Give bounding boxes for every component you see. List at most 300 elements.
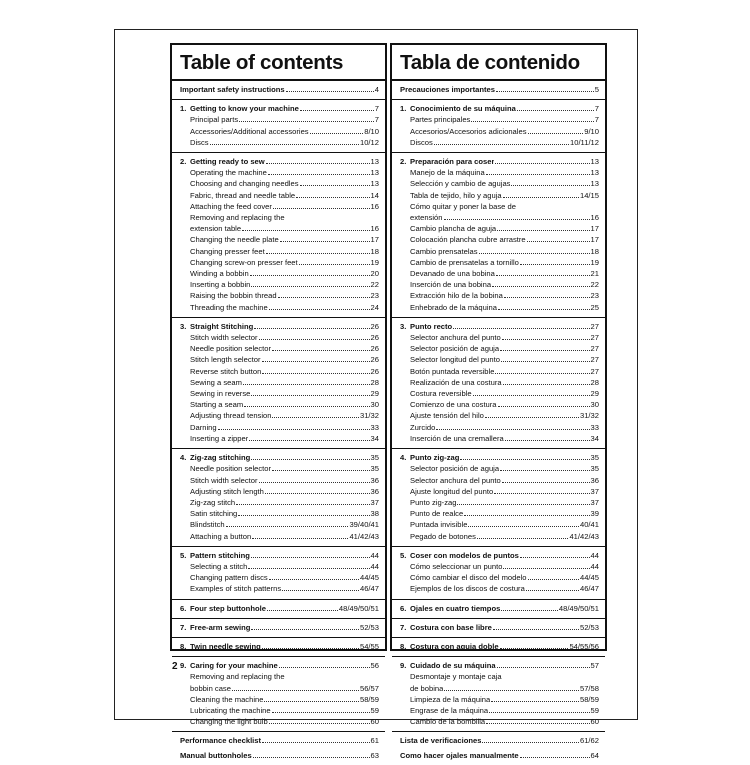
toc-entry xyxy=(400,410,599,421)
toc-entry-page: 26 xyxy=(370,333,379,343)
leader-dots xyxy=(296,190,369,198)
leader-dots xyxy=(252,531,348,539)
toc-section-heading xyxy=(400,660,599,671)
leader-dots xyxy=(244,399,369,407)
toc-entry-page: 27 xyxy=(590,344,599,354)
leader-dots xyxy=(492,279,589,287)
toc-entry-label: Colocación plancha cubre arrastre xyxy=(410,235,526,245)
leader-dots xyxy=(520,257,590,265)
toc-section-label: Zig-zag stitching xyxy=(190,453,251,463)
toc-entry-label: Costura reversible xyxy=(410,389,472,399)
toc-entry xyxy=(400,377,599,388)
toc-entry-label: Attaching a button xyxy=(190,531,252,541)
toc-section xyxy=(392,448,605,546)
toc-entry-label: Removing and replacing the xyxy=(190,213,285,223)
toc-entry xyxy=(180,750,379,761)
toc-entry-label: Cómo cambiar el disco del modelo xyxy=(410,573,527,583)
leader-dots xyxy=(268,167,370,175)
toc-entry xyxy=(180,671,379,682)
leader-dots xyxy=(453,321,589,329)
toc-entry-label: Changing screw-on presser feet xyxy=(190,257,298,267)
toc-entry-page: 46/47 xyxy=(579,584,599,594)
toc-entry-label: Extracción hilo de la bobina xyxy=(410,291,503,301)
toc-section-number: 2. xyxy=(400,157,407,167)
toc-entry-label: extensión xyxy=(410,213,443,223)
toc-entry-label: Manejo de la máquina xyxy=(410,168,485,178)
toc-entry xyxy=(400,716,599,727)
toc-entry-label: Cambio de la bombilla xyxy=(410,717,486,727)
toc-entry xyxy=(400,705,599,716)
leader-dots xyxy=(273,201,370,209)
toc-section-heading xyxy=(400,452,599,463)
toc-entry-page: 34 xyxy=(370,433,379,443)
toc-entry-label: Punto zig-zag xyxy=(410,497,457,507)
toc-entry xyxy=(180,223,379,234)
leader-dots xyxy=(493,622,579,630)
toc-section-label: Performance checklist xyxy=(180,736,262,746)
leader-dots xyxy=(259,475,370,483)
leader-dots xyxy=(503,561,589,569)
toc-entry-page: 59 xyxy=(590,705,599,715)
toc-entry-page: 36 xyxy=(370,486,379,496)
leader-dots xyxy=(210,137,359,145)
leader-dots xyxy=(262,366,369,374)
leader-dots xyxy=(238,508,369,516)
toc-entry-label: Changing presser feet xyxy=(190,246,265,256)
toc-entry-label: Important safety instructions xyxy=(180,85,285,94)
toc-section-heading xyxy=(400,156,599,167)
toc-section-page: 54/55/56 xyxy=(569,641,599,651)
toc-entry-page: 60 xyxy=(370,717,379,727)
leader-dots xyxy=(479,246,590,254)
leader-dots xyxy=(486,716,589,724)
toc-sections xyxy=(180,99,379,765)
toc-entry xyxy=(400,167,599,178)
toc-section-number: 2. xyxy=(180,157,187,167)
leader-dots xyxy=(434,137,569,145)
toc-entry xyxy=(180,126,379,137)
toc-section-page: 35 xyxy=(590,453,599,463)
toc-entry xyxy=(180,201,379,212)
toc-entry-page: 37 xyxy=(590,497,599,507)
toc-entry xyxy=(400,433,599,444)
leader-dots xyxy=(300,103,374,111)
toc-entry-page: 13 xyxy=(370,179,379,189)
leader-dots xyxy=(236,497,369,505)
leader-dots xyxy=(457,497,589,505)
toc-section-label: Costura con base libre xyxy=(410,622,492,632)
toc-entry-label: extension table xyxy=(190,224,242,234)
toc-section-heading xyxy=(400,603,599,614)
toc-entry xyxy=(180,343,379,354)
leader-dots xyxy=(278,290,370,298)
toc-entry xyxy=(400,508,599,519)
leader-dots xyxy=(299,257,370,265)
toc-section-label: Getting ready to sew xyxy=(190,157,265,167)
toc-entry xyxy=(400,486,599,497)
toc-entry-page: 14/15 xyxy=(579,190,599,200)
toc-section-page: 48/49/50/51 xyxy=(338,603,379,613)
leader-dots xyxy=(504,290,590,298)
toc-entry-page: 10/12 xyxy=(359,137,379,147)
toc-section-page: 61 xyxy=(370,736,379,746)
toc-entry-label: Pegado de botones xyxy=(410,531,476,541)
toc-entry xyxy=(180,290,379,301)
toc-entry xyxy=(400,178,599,189)
toc-section-number: 9. xyxy=(400,661,407,671)
toc-section-label: Preparación para coser xyxy=(410,157,495,167)
leader-dots xyxy=(264,694,359,702)
toc-section-number: 5. xyxy=(400,550,407,560)
toc-entry-label: Stitch width selector xyxy=(190,333,258,343)
toc-entry xyxy=(400,114,599,125)
toc-entry-label: Como hacer ojales manualmente xyxy=(400,750,519,760)
toc-entry-label: bobbin case xyxy=(190,683,231,693)
leader-dots xyxy=(511,178,589,186)
toc-section-label: Ojales en cuatro tiempos xyxy=(410,603,501,613)
toc-section-label: Pattern stitching xyxy=(190,550,250,560)
toc-entry xyxy=(400,422,599,433)
toc-entry-label: Ejemplos de los discos de costura xyxy=(410,584,525,594)
leader-dots xyxy=(251,388,369,396)
toc-section-number: 7. xyxy=(180,622,187,632)
leader-dots xyxy=(489,705,589,713)
toc-entry-label: Selector anchura del punto xyxy=(410,475,501,485)
toc-entry xyxy=(180,178,379,189)
toc-section-page: 57 xyxy=(590,661,599,671)
toc-entry-page: 17 xyxy=(590,235,599,245)
toc-entry-page: 26 xyxy=(370,355,379,365)
toc-entry xyxy=(180,114,379,125)
toc-entry-page: 39 xyxy=(590,509,599,519)
toc-entry-label: Precauciones importantes xyxy=(400,85,495,94)
leader-dots xyxy=(254,321,369,329)
toc-entry-page: 46/47 xyxy=(359,584,379,594)
leader-dots xyxy=(520,750,590,758)
toc-section-page: 54/55 xyxy=(359,641,379,651)
leader-dots xyxy=(272,463,369,471)
leader-dots xyxy=(249,433,369,441)
leader-dots xyxy=(232,683,359,691)
toc-section-label: Cuidado de su máquina xyxy=(410,661,496,671)
toc-entry-page: 10/11/12 xyxy=(570,137,599,147)
toc-section-label: Conocimiento de su máquina xyxy=(410,104,516,114)
toc-entry-label: Operating the machine xyxy=(190,168,267,178)
toc-section-heading xyxy=(180,660,379,671)
leader-dots xyxy=(444,683,579,691)
toc-section-heading xyxy=(400,735,599,746)
toc-section xyxy=(392,599,605,618)
toc-entry-label: Selecting a stitch xyxy=(190,561,248,571)
toc-entry-page: 31/32 xyxy=(359,411,379,421)
toc-entry xyxy=(400,463,599,474)
leader-dots xyxy=(528,126,584,134)
toc-entry xyxy=(400,126,599,137)
toc-entry-page: 24 xyxy=(370,302,379,312)
toc-section-heading xyxy=(180,452,379,463)
toc-section-number: 1. xyxy=(400,104,407,114)
leader-dots xyxy=(503,377,590,385)
toc-entry-page: 25 xyxy=(590,302,599,312)
leader-dots xyxy=(502,475,590,483)
leader-dots xyxy=(218,422,370,430)
toc-entry xyxy=(400,201,599,212)
toc-entry xyxy=(400,223,599,234)
leader-dots xyxy=(498,399,590,407)
toc-entry-label: Threading the machine xyxy=(190,302,268,312)
toc-entry xyxy=(180,572,379,583)
toc-entry-label: Starting a seam xyxy=(190,400,244,410)
toc-section xyxy=(172,152,385,317)
leader-dots xyxy=(471,114,593,122)
leader-dots xyxy=(502,332,590,340)
toc-entry-page: 5 xyxy=(594,85,599,94)
toc-entry xyxy=(180,377,379,388)
toc-entry xyxy=(400,561,599,572)
leader-dots xyxy=(262,735,370,743)
toc-entry-label: Engrase de la máquina xyxy=(410,705,489,715)
toc-entry-label: Ajuste tensión del hilo xyxy=(410,411,484,421)
toc-entry-label: Punto de realce xyxy=(410,509,464,519)
toc-entry-label: Cómo seleccionar un punto xyxy=(410,561,503,571)
toc-section-number: 4. xyxy=(400,453,407,463)
toc-entry xyxy=(180,354,379,365)
toc-entry xyxy=(400,683,599,694)
toc-entry xyxy=(400,290,599,301)
toc-entry-label: Examples of stitch patterns xyxy=(190,584,282,594)
toc-entry xyxy=(400,475,599,486)
toc-entry-page: 22 xyxy=(370,280,379,290)
leader-dots xyxy=(460,452,589,460)
toc-entry-label: Winding a bobbin xyxy=(190,269,249,279)
toc-section-heading xyxy=(400,641,599,652)
toc-section-heading xyxy=(180,550,379,561)
leader-dots xyxy=(527,234,590,242)
leader-dots xyxy=(485,410,579,418)
toc-section-heading xyxy=(400,321,599,332)
toc-entry xyxy=(180,332,379,343)
toc-section xyxy=(172,448,385,546)
toc-entry-label: Adjusting thread tension xyxy=(190,411,272,421)
toc-section-number: 6. xyxy=(400,603,407,613)
toc-section-number: 5. xyxy=(180,550,187,560)
leader-dots xyxy=(486,167,590,175)
toc-section xyxy=(172,731,385,764)
leader-dots xyxy=(491,694,579,702)
leader-dots xyxy=(468,519,579,527)
leader-dots xyxy=(444,212,590,220)
toc-section-heading xyxy=(400,103,599,114)
toc-entry-label: Selector longitud del punto xyxy=(410,355,500,365)
toc-section-heading xyxy=(180,603,379,614)
toc-entry xyxy=(180,561,379,572)
leader-dots xyxy=(501,603,558,611)
toc-entry-page: 13 xyxy=(370,168,379,178)
leader-dots xyxy=(250,268,370,276)
toc-entry-page: 57/58 xyxy=(579,683,599,693)
leader-dots xyxy=(528,572,579,580)
toc-entry xyxy=(400,332,599,343)
toc-section-page: 48/49/50/51 xyxy=(558,603,599,613)
toc-entry xyxy=(400,212,599,223)
toc-section-label: Straight Stitching xyxy=(190,321,254,331)
toc-section-page: 13 xyxy=(370,157,379,167)
toc-entry xyxy=(180,279,379,290)
toc-entry-label: Removing and replacing the xyxy=(190,672,285,682)
toc-entry-page: 33 xyxy=(590,422,599,432)
toc-entry-label: Lubricating the machine xyxy=(190,705,271,715)
leader-dots xyxy=(272,705,370,713)
leader-dots xyxy=(286,84,374,92)
toc-entry-page: 58/59 xyxy=(579,694,599,704)
toc-entry xyxy=(400,583,599,594)
toc-entry-page: 27 xyxy=(590,355,599,365)
toc-section-page: 56 xyxy=(370,661,379,671)
leader-dots xyxy=(242,223,369,231)
toc-entry xyxy=(180,497,379,508)
toc-section-label: Punto zig-zag xyxy=(410,453,460,463)
toc-entry-label: Enhebrado de la máquina xyxy=(410,302,497,312)
leader-dots xyxy=(477,531,569,539)
toc-section xyxy=(392,317,605,448)
toc-entry-page: 38 xyxy=(370,509,379,519)
leader-dots xyxy=(498,302,590,310)
toc-entry-page: 13 xyxy=(590,168,599,178)
leader-dots xyxy=(500,641,569,649)
leader-dots xyxy=(266,246,370,254)
toc-entry-label: Needle position selector xyxy=(190,344,272,354)
toc-section xyxy=(172,546,385,599)
toc-entry-label: Manual buttonholes xyxy=(180,750,252,760)
toc-entry-label: Needle position selector xyxy=(190,464,272,474)
toc-entry xyxy=(400,137,599,148)
toc-section-page: 13 xyxy=(590,157,599,167)
leader-dots xyxy=(464,508,589,516)
toc-entry-page: 37 xyxy=(590,486,599,496)
leader-dots xyxy=(251,622,359,630)
leader-dots xyxy=(243,377,370,385)
toc-sections xyxy=(400,99,599,765)
toc-entry-page: 17 xyxy=(370,235,379,245)
toc-entry xyxy=(180,694,379,705)
toc-entry-page: 23 xyxy=(590,291,599,301)
toc-entry xyxy=(400,497,599,508)
toc-section-label: Coser con modelos de puntos xyxy=(410,550,519,560)
toc-section xyxy=(392,731,605,764)
toc-entry xyxy=(400,694,599,705)
toc-entry-page: 17 xyxy=(590,224,599,234)
toc-section-page: 7 xyxy=(594,104,599,114)
leader-dots xyxy=(265,486,370,494)
leader-dots xyxy=(495,366,589,374)
toc-entry-label: Cambio de prensatelas a tornillo xyxy=(410,257,519,267)
leader-dots xyxy=(496,84,594,92)
toc-entry-page: 39/40/41 xyxy=(349,520,379,530)
toc-entry xyxy=(180,234,379,245)
toc-entry-label: Sewing a seam xyxy=(190,377,242,387)
toc-entry-page: 23 xyxy=(370,291,379,301)
toc-entry xyxy=(180,716,379,727)
toc-section xyxy=(392,152,605,317)
toc-section-label: Punto recto xyxy=(410,321,453,331)
toc-english xyxy=(170,43,387,760)
toc-section xyxy=(172,317,385,448)
toc-entry-label: Stitch length selector xyxy=(190,355,261,365)
toc-entry-page: 36 xyxy=(370,475,379,485)
toc-entry xyxy=(180,81,379,99)
toc-entry-page: 19 xyxy=(590,257,599,267)
toc-entry xyxy=(400,671,599,682)
toc-entry-page: 26 xyxy=(370,344,379,354)
leader-dots xyxy=(505,433,590,441)
toc-entry xyxy=(400,302,599,313)
toc-entry-page: 35 xyxy=(590,464,599,474)
toc-section-heading xyxy=(180,321,379,332)
toc-entry-page: 35 xyxy=(370,464,379,474)
toc-section xyxy=(172,637,385,656)
toc-entry-page: 30 xyxy=(370,400,379,410)
leader-dots xyxy=(259,332,370,340)
toc-entry xyxy=(180,399,379,410)
toc-entry-label: Zurcido xyxy=(410,422,436,432)
toc-entry-page: 7 xyxy=(594,115,599,125)
toc-entry xyxy=(180,388,379,399)
toc-section-number: 1. xyxy=(180,104,187,114)
toc-entry xyxy=(180,463,379,474)
leader-dots xyxy=(253,750,370,758)
toc-entry-page: 44 xyxy=(370,561,379,571)
leader-dots xyxy=(282,583,359,591)
toc-entry-label: Darning xyxy=(190,422,217,432)
toc-entry-label: Inserción de una bobina xyxy=(410,280,492,290)
toc-section-number: 3. xyxy=(180,321,187,331)
toc-entry-label: Changing the light bulb xyxy=(190,717,268,727)
toc-section-label: Four step buttonhole xyxy=(190,603,266,613)
toc-entry xyxy=(400,354,599,365)
toc-section-label: Twin needle sewing xyxy=(190,641,261,651)
leader-dots xyxy=(251,279,369,287)
toc-entry-page: 27 xyxy=(590,366,599,376)
toc-entry-page: 56/57 xyxy=(359,683,379,693)
toc-section-page: 35 xyxy=(370,453,379,463)
toc-entry-page: 19 xyxy=(370,257,379,267)
leader-dots xyxy=(269,302,370,310)
leader-dots xyxy=(272,343,369,351)
leader-dots xyxy=(300,178,370,186)
toc-entry-label: Devanado de una bobina xyxy=(410,269,495,279)
leader-dots xyxy=(495,156,589,164)
toc-entry-label: Limpieza de la máquina xyxy=(410,694,491,704)
toc-entry-label: Choosing and changing needles xyxy=(190,179,299,189)
toc-entry-page: 16 xyxy=(590,213,599,223)
toc-section-heading xyxy=(400,550,599,561)
toc-section-heading xyxy=(180,641,379,652)
toc-entry-label: Blindstitch xyxy=(190,520,225,530)
toc-entry xyxy=(180,422,379,433)
toc-section-label: Getting to know your machine xyxy=(190,104,299,114)
toc-entry xyxy=(180,190,379,201)
toc-entry xyxy=(180,212,379,223)
leader-dots xyxy=(269,716,370,724)
leader-dots xyxy=(267,603,338,611)
toc-entry-label: Partes principales xyxy=(410,115,471,125)
leader-dots xyxy=(501,354,590,362)
leader-dots xyxy=(272,410,359,418)
toc-entry-label: Selector posición de aguja xyxy=(410,344,500,354)
toc-section-number: 8. xyxy=(400,641,407,651)
toc-section-heading xyxy=(180,622,379,633)
toc-section-page: 7 xyxy=(374,104,379,114)
